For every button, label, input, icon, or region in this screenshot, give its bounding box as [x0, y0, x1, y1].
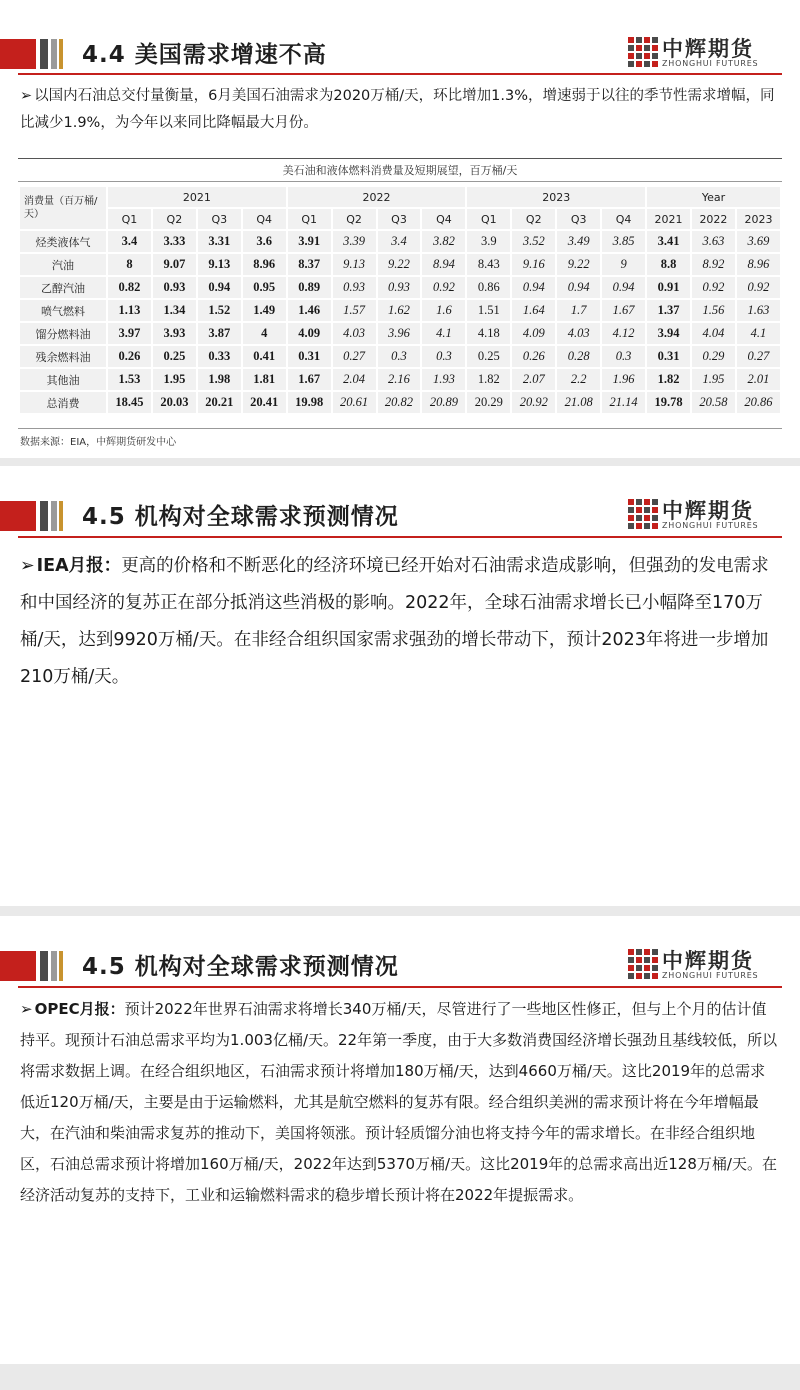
slide-header: [0, 942, 800, 982]
table-cell: 3.69: [737, 231, 780, 252]
quarter-header: Q2: [153, 209, 196, 229]
table-cell: 2.2: [557, 369, 600, 390]
arrow-bullet-icon: ➢: [20, 88, 33, 104]
table-cell: 4.18: [467, 323, 510, 344]
table-cell: 3.33: [153, 231, 196, 252]
quarter-header: Q2: [333, 209, 376, 229]
table-cell: 4.12: [602, 323, 645, 344]
table-cell: 9.22: [378, 254, 421, 275]
table-cell: 1.6: [422, 300, 465, 321]
table-cell: 0.86: [467, 277, 510, 298]
table-cell: 1.49: [243, 300, 286, 321]
row-label: 馏分燃料油: [20, 323, 106, 344]
table-cell: 4.04: [692, 323, 735, 344]
table-cell: 1.67: [602, 300, 645, 321]
table-cell: 1.95: [692, 369, 735, 390]
quarter-header: 2021: [647, 209, 690, 229]
table-cell: 3.39: [333, 231, 376, 252]
table-cell: 0.94: [557, 277, 600, 298]
table-cell: 20.82: [378, 392, 421, 413]
opec-lead: OPEC月报：: [34, 1000, 125, 1018]
logo-cn-text: 中辉期货: [662, 949, 754, 973]
company-logo: [628, 33, 798, 73]
source-note: 数据来源：EIA，中辉期货研发中心: [20, 437, 177, 448]
table-cell: 2.04: [333, 369, 376, 390]
table-cell: 3.87: [198, 323, 241, 344]
opec-text: 预计2022年世界石油需求将增长340万桶/天，尽管进行了一些地区性修正，但与上个月的估计值持平。现预计石油总需求平均为1.003亿桶/天。22年第一季度，由于大多数消费国经济增长强劲且基线较低，所以将需求数据上调。在经合组织地区，石油需求预计将增加180万桶/天，达到4660万桶/天。这比2019年的总需求低近120万桶/天，主要是由于运输燃料，尤其是航空燃料的复苏有限。经合组织美洲的需求预计将在今年增幅最大，在汽油和柴油需求复苏的推动下，美国将领涨。预计轻质馏分油也将支持今年的需求增长。在非经合组织地区，石油总需求预计将增加160万桶/天，2022年达到5370万桶/天。这比2019年的总需求高出近128万桶/天。在经济活动复苏的支持下，工业和运输燃料需求的稳步增长预计将在2022年提振需求。: [20, 1000, 778, 1204]
table-cell: 1.37: [647, 300, 690, 321]
table-cell: 3.82: [422, 231, 465, 252]
table-cell: 0.93: [153, 277, 196, 298]
quarter-header: Q3: [557, 209, 600, 229]
table-cell: 20.03: [153, 392, 196, 413]
table-cell: 3.4: [378, 231, 421, 252]
table-cell: 1.96: [602, 369, 645, 390]
table-row: [20, 300, 780, 321]
table-cell: 0.94: [512, 277, 555, 298]
table-cell: 0.3: [378, 346, 421, 367]
table-cell: 0.33: [198, 346, 241, 367]
row-label: 烃类液体气: [20, 231, 106, 252]
row-label: 乙醇汽油: [20, 277, 106, 298]
header-bar-light-gray: [51, 501, 57, 531]
header-bar-gold: [59, 951, 63, 981]
table-cell: 0.28: [557, 346, 600, 367]
logo-en-text: ZHONGHUI FUTURES: [662, 521, 759, 530]
table-cell: 19.78: [647, 392, 690, 413]
table-cell: 3.6: [243, 231, 286, 252]
table-cell: 1.82: [647, 369, 690, 390]
table-row: [20, 231, 780, 252]
table-cell: 1.62: [378, 300, 421, 321]
quarter-header: Q4: [422, 209, 465, 229]
slide-header: [0, 492, 800, 532]
table-cell: 1.93: [422, 369, 465, 390]
table-cell: 0.31: [288, 346, 331, 367]
row-label: 其他油: [20, 369, 106, 390]
table-cell: 4.1: [422, 323, 465, 344]
table-cell: 0.94: [198, 277, 241, 298]
table-cell: 8.43: [467, 254, 510, 275]
header-bar-red: [0, 501, 36, 531]
year-header: 2021: [108, 187, 286, 207]
table-cell: 4.03: [333, 323, 376, 344]
table-cell: 0.27: [333, 346, 376, 367]
table-cell: 8.96: [243, 254, 286, 275]
table-cell: 1.63: [737, 300, 780, 321]
consumption-table-box: [18, 158, 782, 415]
table-cell: 21.14: [602, 392, 645, 413]
logo-grid-icon: [628, 949, 658, 979]
table-cell: 9.07: [153, 254, 196, 275]
table-cell: 4.09: [512, 323, 555, 344]
table-row: [20, 369, 780, 390]
table-cell: 8.96: [737, 254, 780, 275]
table-cell: 0.25: [153, 346, 196, 367]
table-cell: 1.46: [288, 300, 331, 321]
quarter-header-row: [20, 209, 780, 229]
table-cell: 8: [108, 254, 151, 275]
table-cell: 0.92: [692, 277, 735, 298]
table-row: [20, 346, 780, 367]
table-cell: 4: [243, 323, 286, 344]
table-cell: 1.13: [108, 300, 151, 321]
table-cell: 3.52: [512, 231, 555, 252]
table-cell: 1.82: [467, 369, 510, 390]
table-cell: 1.53: [108, 369, 151, 390]
logo-grid-icon: [628, 37, 658, 67]
table-cell: 9: [602, 254, 645, 275]
summary-text: 以国内石油总交付量衡量，6月美国石油需求为2020万桶/天，环比增加1.3%，增速弱于以往的季节性需求增幅，同比减少1.9%，为今年以来同比降幅最大月份。: [20, 88, 775, 131]
header-divider: [18, 73, 782, 75]
table-cell: 0.92: [422, 277, 465, 298]
slide-opec-forecast: [0, 916, 800, 1364]
company-logo: [628, 945, 798, 985]
table-cell: 9.16: [512, 254, 555, 275]
table-row: [20, 254, 780, 275]
quarter-header: Q3: [198, 209, 241, 229]
table-cell: 0.93: [378, 277, 421, 298]
table-cell: 3.63: [692, 231, 735, 252]
table-cell: 4.03: [557, 323, 600, 344]
table-cell: 20.21: [198, 392, 241, 413]
table-cell: 0.95: [243, 277, 286, 298]
source-divider: [18, 428, 782, 429]
slide-header: [0, 30, 800, 70]
header-bar-gold: [59, 39, 63, 69]
table-cell: 3.97: [108, 323, 151, 344]
iea-text: 更高的价格和不断恶化的经济环境已经开始对石油需求造成影响，但强劲的发电需求和中国经济的复苏正在部分抵消这些消极的影响。2022年，全球石油需求增长已小幅降至170万桶/天，达到9920万桶/天。在非经合组织国家需求强劲的增长带动下，预计2023年将进一步增加210万桶/天。: [20, 556, 769, 687]
logo-en-text: ZHONGHUI FUTURES: [662, 971, 759, 980]
year-header: 2023: [467, 187, 645, 207]
slide-iea-forecast: [0, 466, 800, 906]
table-cell: 2.16: [378, 369, 421, 390]
header-bar-gray: [40, 501, 48, 531]
logo-grid-icon: [628, 499, 658, 529]
table-cell: 0.93: [333, 277, 376, 298]
table-cell: 3.96: [378, 323, 421, 344]
header-bar-light-gray: [51, 39, 57, 69]
table-cell: 0.26: [512, 346, 555, 367]
table-cell: 19.98: [288, 392, 331, 413]
table-cell: 1.64: [512, 300, 555, 321]
table-cell: 3.93: [153, 323, 196, 344]
table-cell: 9.22: [557, 254, 600, 275]
opec-paragraph: [20, 994, 780, 1211]
table-cell: 18.45: [108, 392, 151, 413]
table-cell: 3.41: [647, 231, 690, 252]
company-logo: [628, 495, 798, 535]
arrow-bullet-icon: ➢: [20, 556, 35, 576]
table-cell: 20.86: [737, 392, 780, 413]
table-cell: 0.25: [467, 346, 510, 367]
table-cell: 9.13: [198, 254, 241, 275]
table-cell: 1.98: [198, 369, 241, 390]
iea-lead: IEA月报：: [36, 556, 122, 576]
header-bar-gray: [40, 951, 48, 981]
table-cell: 8.37: [288, 254, 331, 275]
header-bar-gold: [59, 501, 63, 531]
table-body: [20, 231, 780, 413]
table-cell: 0.94: [602, 277, 645, 298]
table-cell: 20.41: [243, 392, 286, 413]
quarter-header: Q4: [602, 209, 645, 229]
table-cell: 3.31: [198, 231, 241, 252]
slide-title: 4.4 美国需求增速不高: [82, 42, 327, 68]
table-row: [20, 323, 780, 344]
year-header: 2022: [288, 187, 466, 207]
table-cell: 4.1: [737, 323, 780, 344]
table-cell: 2.07: [512, 369, 555, 390]
table-cell: 3.91: [288, 231, 331, 252]
table-cell: 1.57: [333, 300, 376, 321]
table-cell: 0.91: [647, 277, 690, 298]
table-cell: 20.29: [467, 392, 510, 413]
table-cell: 8.8: [647, 254, 690, 275]
table-cell: 0.92: [737, 277, 780, 298]
table-corner-label: 消费量（百万桶/天）: [20, 187, 106, 229]
table-cell: 20.89: [422, 392, 465, 413]
quarter-header: Q1: [108, 209, 151, 229]
table-cell: 0.26: [108, 346, 151, 367]
logo-en-text: ZHONGHUI FUTURES: [662, 59, 759, 68]
table-cell: 9.13: [333, 254, 376, 275]
quarter-header: 2022: [692, 209, 735, 229]
header-divider: [18, 986, 782, 988]
table-cell: 1.51: [467, 300, 510, 321]
table-title: 美石油和液体燃料消费量及短期展望，百万桶/天: [18, 158, 782, 182]
logo-cn-text: 中辉期货: [662, 499, 754, 523]
table-cell: 8.94: [422, 254, 465, 275]
row-label: 总消费: [20, 392, 106, 413]
table-cell: 0.89: [288, 277, 331, 298]
table-cell: 1.67: [288, 369, 331, 390]
table-cell: 1.56: [692, 300, 735, 321]
header-divider: [18, 536, 782, 538]
slide-title: 4.5 机构对全球需求预测情况: [82, 504, 399, 530]
quarter-header: 2023: [737, 209, 780, 229]
table-cell: 3.9: [467, 231, 510, 252]
logo-cn-text: 中辉期货: [662, 37, 754, 61]
table-cell: 8.92: [692, 254, 735, 275]
table-cell: 4.09: [288, 323, 331, 344]
year-header-row: [20, 187, 780, 207]
table-cell: 0.29: [692, 346, 735, 367]
table-cell: 0.31: [647, 346, 690, 367]
table-cell: 3.49: [557, 231, 600, 252]
header-bar-red: [0, 951, 36, 981]
slide-title: 4.5 机构对全球需求预测情况: [82, 954, 399, 980]
table-cell: 3.4: [108, 231, 151, 252]
quarter-header: Q2: [512, 209, 555, 229]
table-cell: 1.34: [153, 300, 196, 321]
table-cell: 1.52: [198, 300, 241, 321]
quarter-header: Q1: [288, 209, 331, 229]
table-cell: 20.61: [333, 392, 376, 413]
table-cell: 0.27: [737, 346, 780, 367]
slide-us-demand: [0, 0, 800, 458]
table-row: [20, 392, 780, 413]
table-cell: 0.3: [422, 346, 465, 367]
arrow-bullet-icon: ➢: [20, 1000, 33, 1018]
consumption-table: [18, 185, 782, 415]
table-cell: 21.08: [557, 392, 600, 413]
table-cell: 20.92: [512, 392, 555, 413]
table-cell: 3.94: [647, 323, 690, 344]
row-label: 残余燃料油: [20, 346, 106, 367]
quarter-header: Q1: [467, 209, 510, 229]
year-header: Year: [647, 187, 780, 207]
row-label: 汽油: [20, 254, 106, 275]
summary-paragraph: [20, 83, 780, 137]
iea-paragraph: [20, 548, 780, 696]
table-cell: 20.58: [692, 392, 735, 413]
quarter-header: Q4: [243, 209, 286, 229]
quarter-header: Q3: [378, 209, 421, 229]
table-cell: 0.3: [602, 346, 645, 367]
table-cell: 3.85: [602, 231, 645, 252]
table-cell: 0.82: [108, 277, 151, 298]
row-label: 喷气燃料: [20, 300, 106, 321]
table-row: [20, 277, 780, 298]
header-bar-gray: [40, 39, 48, 69]
header-bar-red: [0, 39, 36, 69]
table-cell: 2.01: [737, 369, 780, 390]
table-cell: 0.41: [243, 346, 286, 367]
header-bar-light-gray: [51, 951, 57, 981]
table-cell: 1.81: [243, 369, 286, 390]
table-cell: 1.7: [557, 300, 600, 321]
table-cell: 1.95: [153, 369, 196, 390]
